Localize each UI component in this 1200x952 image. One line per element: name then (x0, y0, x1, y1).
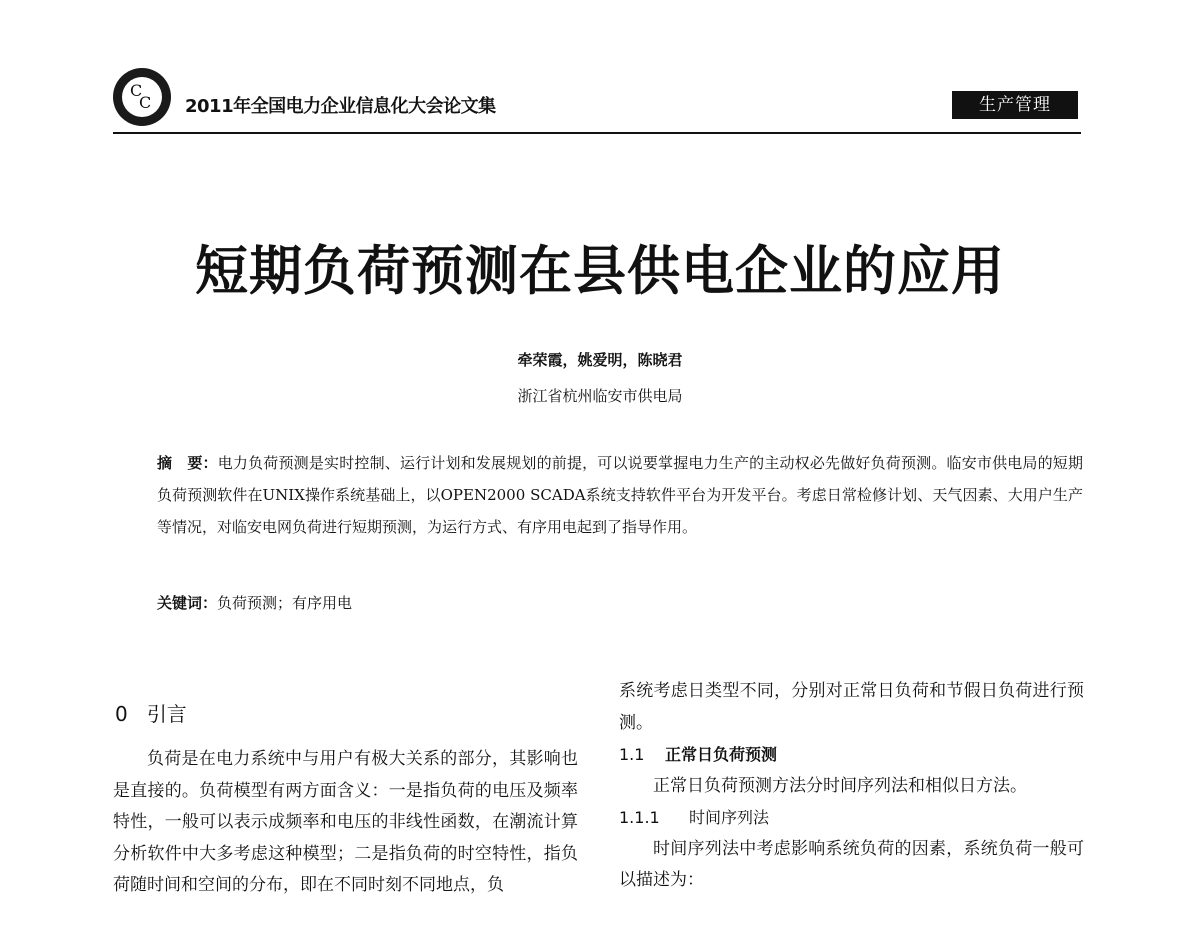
keywords-label: 关键词： (157, 594, 218, 612)
logo-letter: C (139, 93, 152, 112)
header-rule (113, 132, 1081, 134)
subsection-title: 正常日负荷预测 (665, 745, 778, 764)
subsection-number: 1.1.1 (619, 808, 660, 827)
logo-inner-ring (122, 77, 162, 117)
abstract (157, 447, 1083, 543)
conference-logo (113, 68, 171, 126)
section-title: 引言 (146, 702, 187, 726)
logo-letter: C (130, 81, 143, 100)
journal-name: 2011年全国电力企业信息化大会论文集 (185, 96, 496, 117)
keywords-text: 负荷预测；有序用电 (217, 594, 353, 612)
section-number: 0 (115, 702, 128, 726)
subsection-number: 1.1 (619, 745, 645, 764)
section-heading-intro (115, 698, 187, 727)
left-column (113, 744, 578, 902)
intro-paragraph: 负荷是在电力系统中与用户有极大关系的部分，其影响也是直接的。负荷模型有两方面含义：一是指负荷的电压及频率特性，一般可以表示成频率和电压的非线性函数，在潮流计算分析软件中大多考虑这种模型；二是指负荷的时空特性，指负荷随时间和空间的分布，即在不同时刻不同地点，负 (113, 749, 578, 895)
keywords (157, 587, 1083, 619)
abstract-text: 电力负荷预测是实时控制、运行计划和发展规划的前提，可以说要掌握电力生产的主动权必先做好负荷预测。临安市供电局的短期负荷预测软件在UNIX操作系统基础上，以OPEN2000 SCADA系统支持软件平台为开发平台。考虑日常检修计划、天气因素、大用户生产等情况，对临安电网负荷进行短期预测，为运行方式、有序用电起到了指导作用。 (157, 454, 1083, 536)
paper-affiliation: 浙江省杭州临安市供电局 (517, 387, 683, 405)
subsection-title: 时间序列法 (689, 808, 770, 827)
paper-title: 短期负荷预测在县供电企业的应用 (195, 240, 1005, 302)
right-column (619, 676, 1084, 897)
subsection-heading-1-1-1 (619, 802, 1084, 834)
right-paragraph-2: 正常日负荷预测方法分时间序列法和相似日方法。 (653, 775, 1027, 796)
right-paragraph-1: 系统考虑日类型不同，分别对正常日负荷和节假日负荷进行预测。 (619, 681, 1084, 733)
subsection-heading-1-1 (619, 739, 1084, 771)
paper-authors: 牵荣霞，姚爱明，陈晓君 (517, 351, 683, 369)
section-badge: 生产管理 (952, 91, 1078, 119)
abstract-label: 摘 要： (157, 454, 218, 472)
right-paragraph-3: 时间序列法中考虑影响系统负荷的因素，系统负荷一般可以描述为： (619, 838, 1084, 890)
